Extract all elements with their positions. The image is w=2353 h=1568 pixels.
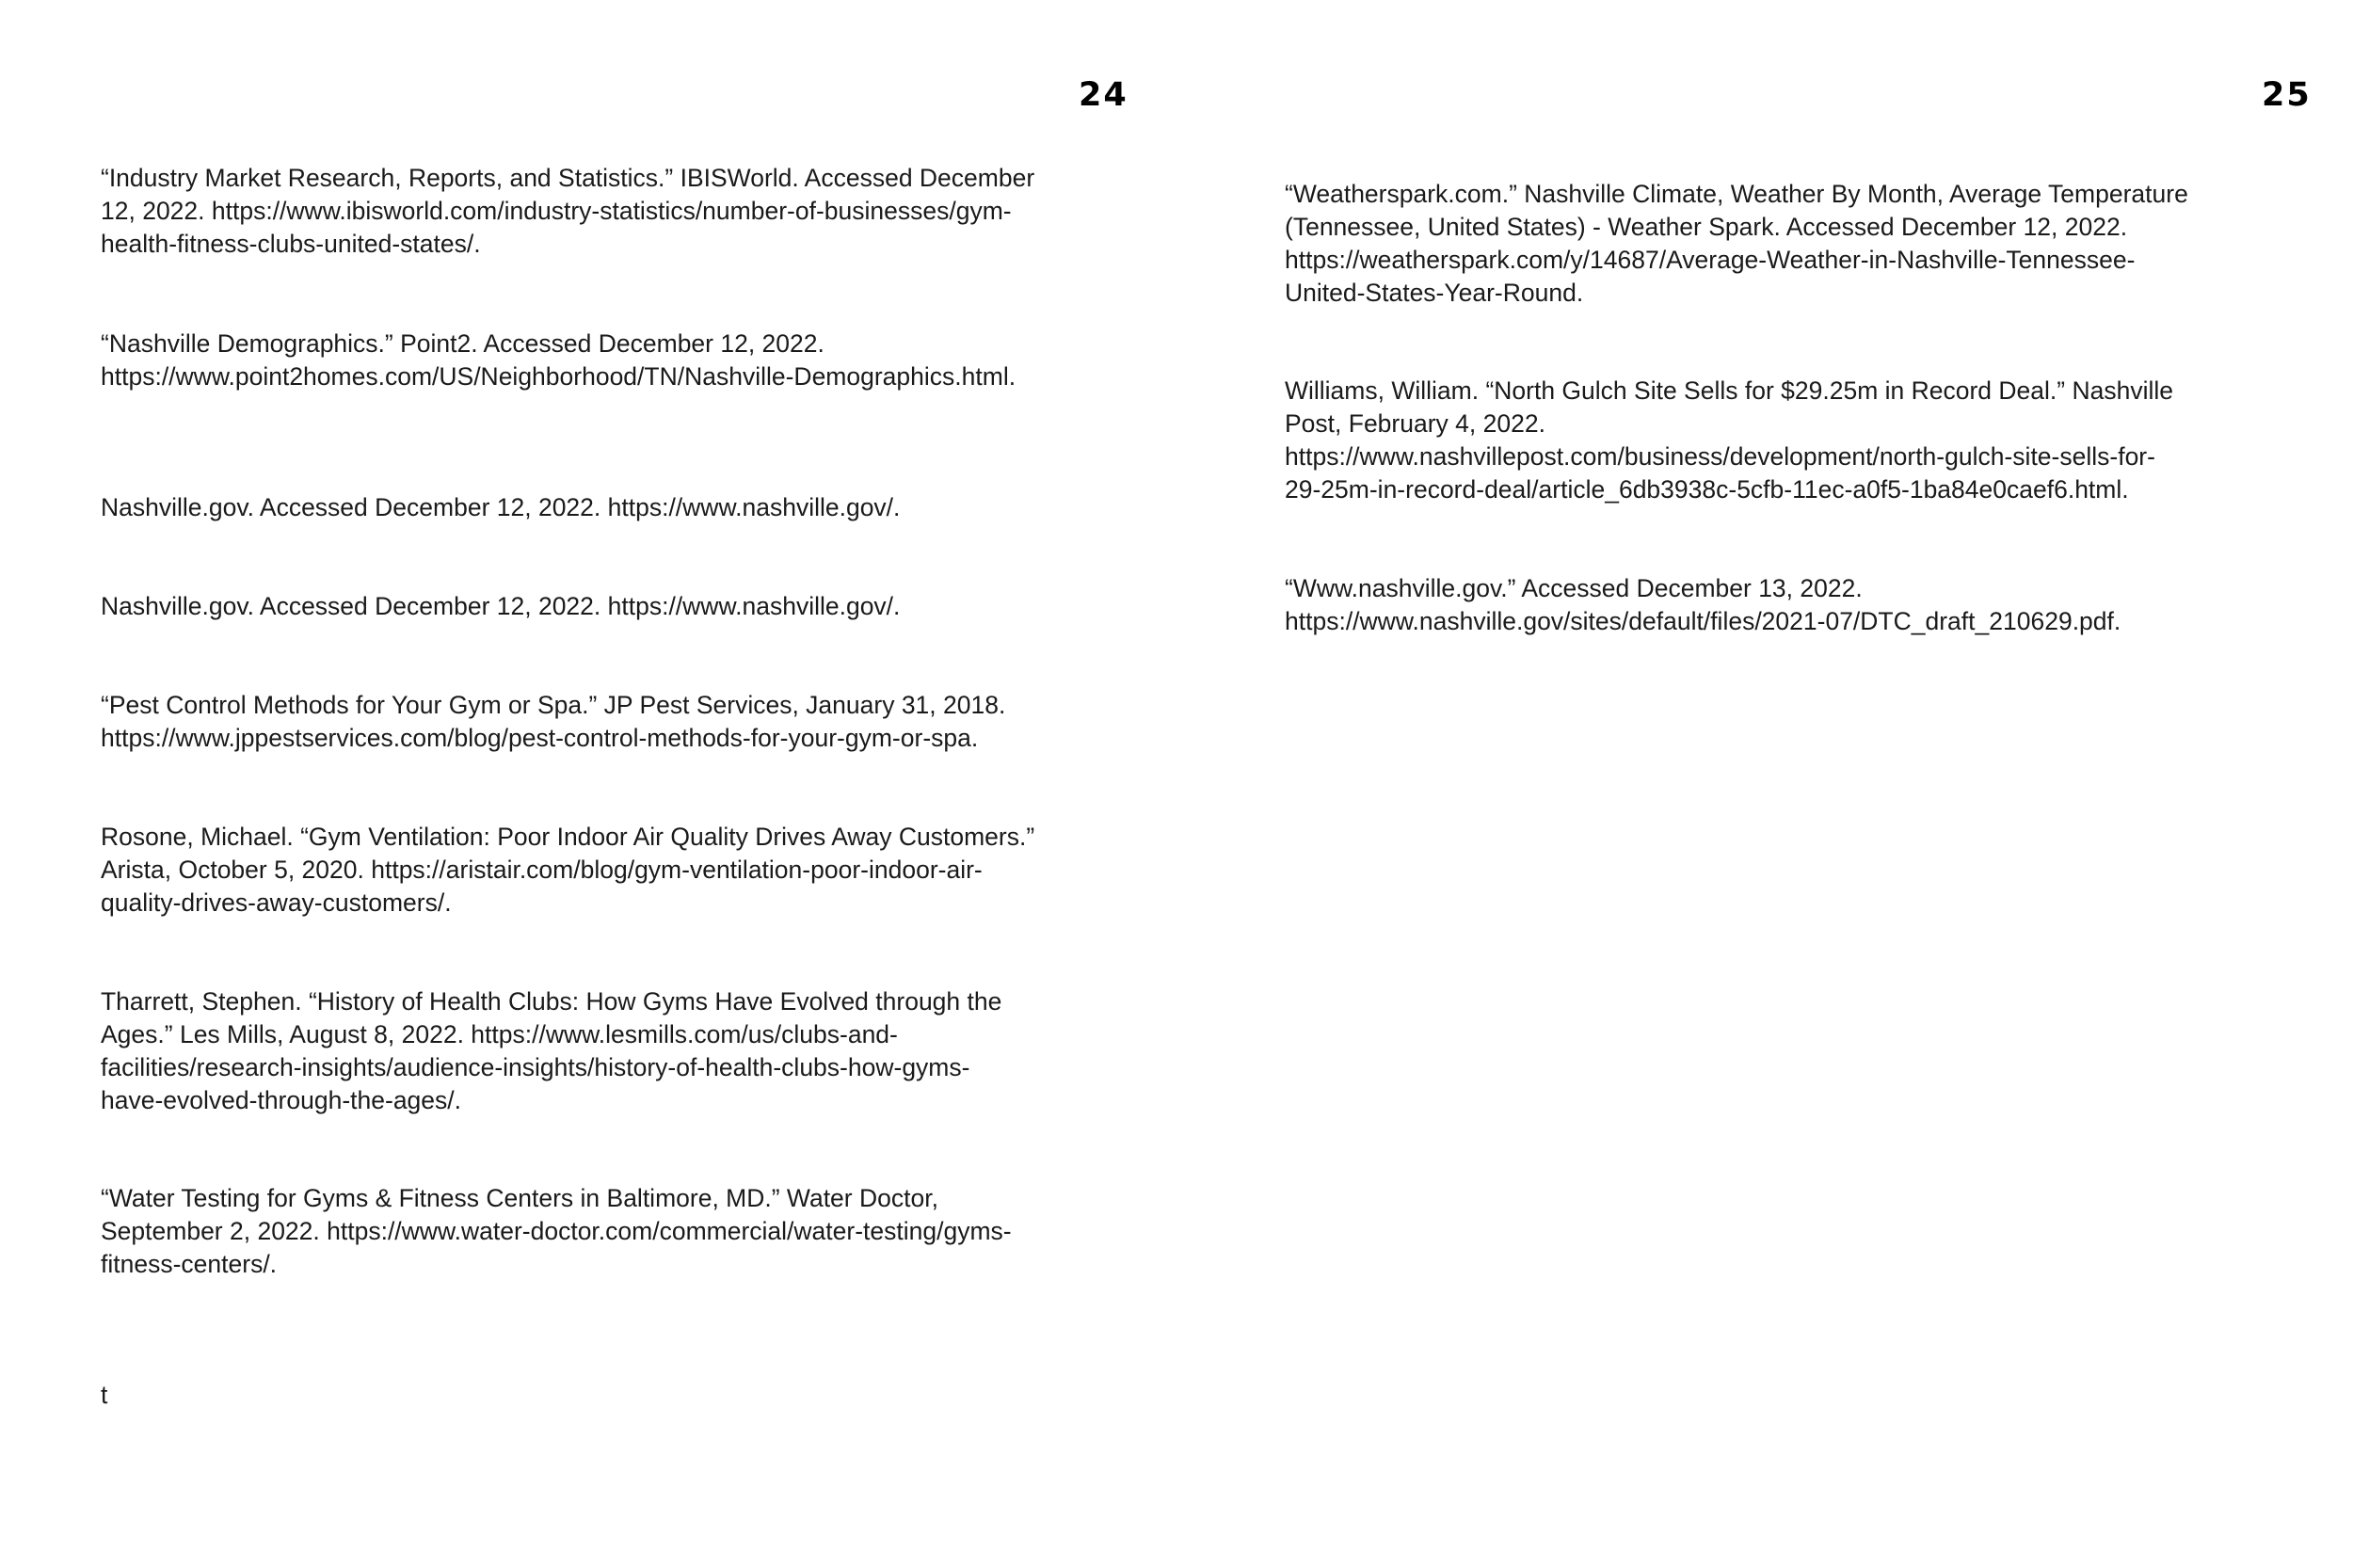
reference-nashville-gov-2: Nashville.gov. Accessed December 12, 2022. https://www.nashville.gov/.: [101, 592, 901, 620]
reference-nashville-demographics: “Nashville Demographics.” Point2. Accessed December 12, 2022. https://www.point2homes.com/US/Neighborhood/TN/Nashville-Demographics.html.: [101, 329, 1016, 391]
reference-history-of-health-clubs: Tharrett, Stephen. “History of Health Clubs: How Gyms Have Evolved through the Ages.” Les Mills, August 8, 2022. https://www.lesmills.com/us/clubs-and- facilities/research-insights/audience-insights/history-of-health-clubs-how-gyms- have-evolved-through-the-ages/.: [101, 987, 1002, 1114]
reference-north-gulch: Williams, William. “North Gulch Site Sells for $29.25m in Record Deal.” Nashville Post, February 4, 2022. https://www.nashvillepost.com/business/development/north-gulch-site-sells-for- 29-25m-in-record-deal/article_6db3938c-5cfb-11ec-a0f5-1ba84e0caef6.html.: [1285, 376, 2173, 504]
page-number-left: 24: [1079, 76, 1128, 114]
reference-pest-control: “Pest Control Methods for Your Gym or Spa.” JP Pest Services, January 31, 2018. https://www.jppestservices.com/blog/pest-control-methods-for-your-gym-or-spa.: [101, 691, 1006, 752]
reference-nashville-gov-1: Nashville.gov. Accessed December 12, 2022. https://www.nashville.gov/.: [101, 493, 901, 521]
page-number-right: 25: [2262, 76, 2312, 114]
reference-gym-ventilation: Rosone, Michael. “Gym Ventilation: Poor Indoor Air Quality Drives Away Customers.” Arista, October 5, 2020. https://aristair.com/blog/gym-ventilation-poor-indoor-air- quality-drives-away-customers/.: [101, 823, 1035, 917]
reference-nashville-gov-dtc: “Www.nashville.gov.” Accessed December 13, 2022. https://www.nashville.gov/sites/default/files/2021-07/DTC_draft_210629.pdf.: [1285, 574, 2121, 635]
reference-ibisworld: “Industry Market Research, Reports, and Statistics.” IBISWorld. Accessed December 12, 2022. https://www.ibisworld.com/industry-statistics/number-of-businesses/gym- health-fitness-clubs-united-states/.: [101, 164, 1035, 258]
reference-weatherspark: “Weatherspark.com.” Nashville Climate, Weather By Month, Average Temperature (Tennessee, United States) - Weather Spark. Accessed December 12, 2022. https://weatherspark.com/y/14687/Average-Weather-in-Nashville-Tennessee- United-States-Year-Round.: [1285, 180, 2188, 307]
reference-water-testing: “Water Testing for Gyms & Fitness Centers in Baltimore, MD.” Water Doctor, September 2, 2022. https://www.water-doctor.com/commercial/water-testing/gyms- fitness-centers/.: [101, 1184, 1012, 1278]
stray-text: t: [101, 1381, 108, 1409]
